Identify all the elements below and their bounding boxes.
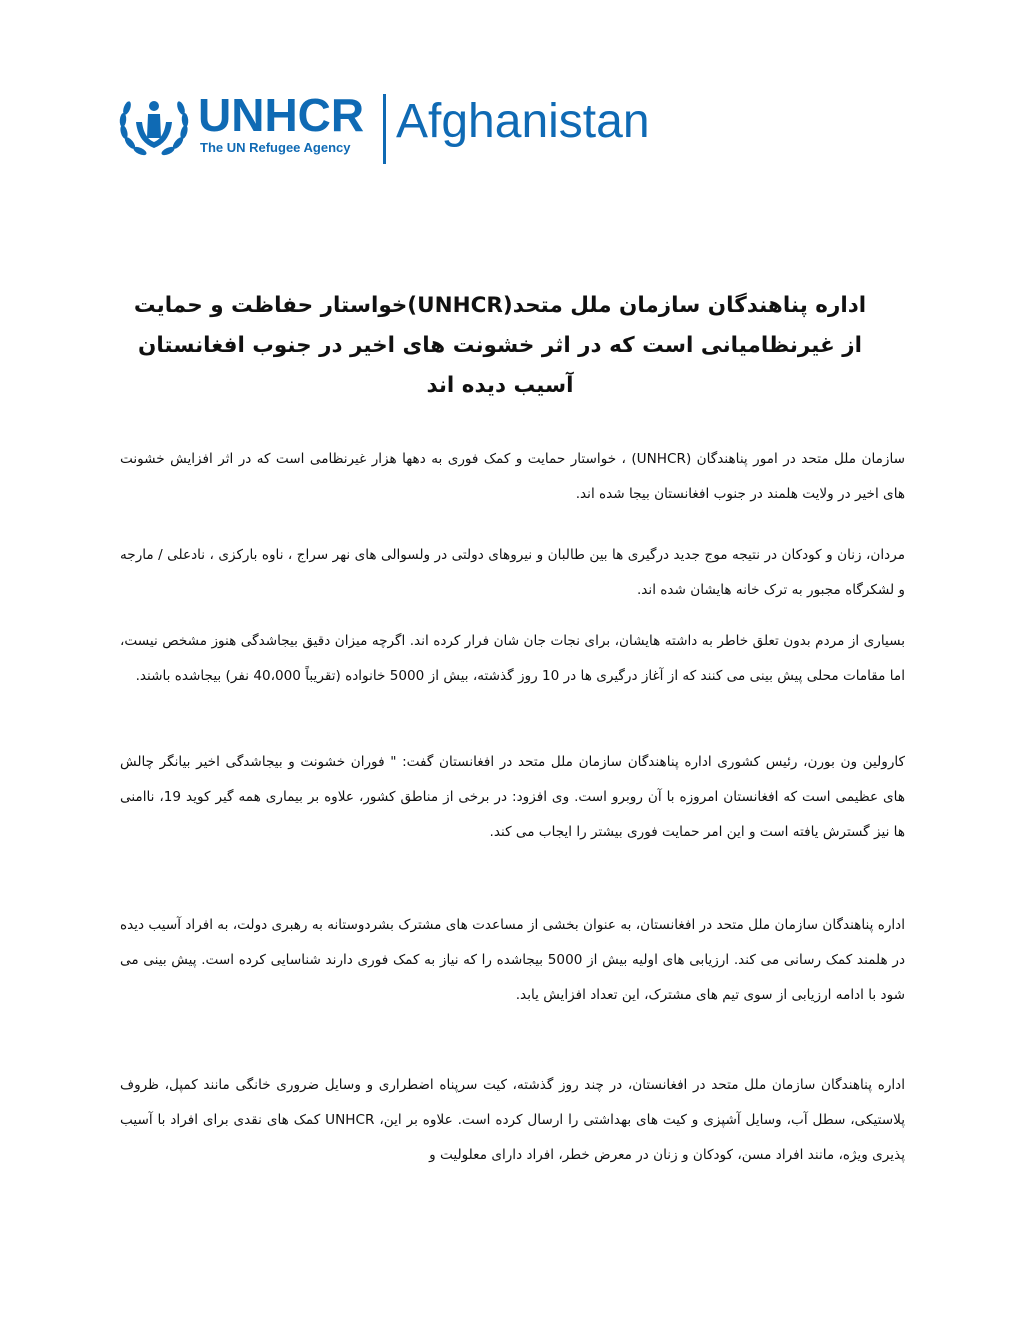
unhcr-wordmark: [198, 89, 365, 155]
paragraph-6: اداره پناهندگان سازمان ملل متحد در افغانستان، در چند روز گذشته، کیت سرپناه اضطراری و وسایل ضروری خانگی مانند کمپل، ظروف پلاستیکی، سطل آب، وسایل آشپزی و کیت های بهداشتی را ارسال کرده است. علاوه بر این، UNHCR کمک های نقدی برای افراد با آسیب پذیری ویژه، مانند افراد مسن، کودکان و زنان در معرض خطر، افراد دارای معلولیت و: [120, 1077, 905, 1163]
unhcr-emblem-icon: [118, 92, 190, 158]
paragraph-1: سازمان ملل متحد در امور پناهندگان (UNHCR) ، خواستار حمایت و کمک فوری به دهها هزار غیرنظامی است که در اثر افزایش خشونت های اخیر در ولایت هلمند در جنوب افغانستان بیجا شده اند.: [120, 451, 905, 502]
paragraph-3: بسیاری از مردم بدون تعلق خاطر به داشته هایشان، برای نجات جان شان فرار کرده اند. اگرچه میزان دقیق بیجاشدگی هنوز مشخص نیست، اما مقامات محلی پیش بینی می کنند که از آغاز درگیری ها در 10 روز گذشته، بیش از 5000 خانواده (تقریباً 40،000 نفر) بیجاشده باشند.: [120, 633, 905, 684]
unhcr-afghanistan-logo: [118, 89, 718, 164]
paragraph-2: مردان، زنان و کودکان در نتیجه موج جدید درگیری ها بین طالبان و نیروهای دولتی در ولسوالی های نهر سراج ، ناوه بارکزی ، نادعلی / مارجه و لشکرگاه مجبور به ترک خانه هایشان شده اند.: [120, 547, 905, 598]
country-name: Afghanistan: [396, 95, 650, 148]
document-title: اداره پناهندگان سازمان ملل متحد(UNHCR)خواستار حفاظت و حمایت از غیرنظامیانی است که در اثر خشونت های اخیر در جنوب افغانستان آسیب دیده اند: [133, 293, 867, 398]
paragraph-5: اداره پناهندگان سازمان ملل متحد در افغانستان، به عنوان بخشی از مساعدت های مشترک بشردوستانه به رهبری دولت، به افراد آسیب دیده در هلمند کمک رسانی می کند. ارزیابی های اولیه بیش از 5000 بیجاشده را که نیاز به کمک فوری دارند شناسایی کرده است. پیش بینی می شود با ادامه ارزیابی از سوی تیم های مشترک، این تعداد افزایش یابد.: [120, 917, 906, 1003]
brand-name: UNHCR: [198, 89, 365, 141]
paragraph-4: کارولین ون بورن، رئیس کشوری اداره پناهندگان سازمان ملل متحد در افغانستان گفت: " فوران خشونت و بیجاشدگی اخیر بیانگر چالش های عظیمی است که افغانستان امروزه با آن روبرو است. وی افزود: در برخی از مناطق کشور، علاوه بر بیماری همه گیر کوید 19، ناامنی ها نیز گسترش یافته است و این امر حمایت فوری بیشتر را ایجاب می کند.: [120, 754, 905, 840]
brand-tagline: The UN Refugee Agency: [200, 140, 351, 155]
logo-divider: [383, 94, 386, 164]
